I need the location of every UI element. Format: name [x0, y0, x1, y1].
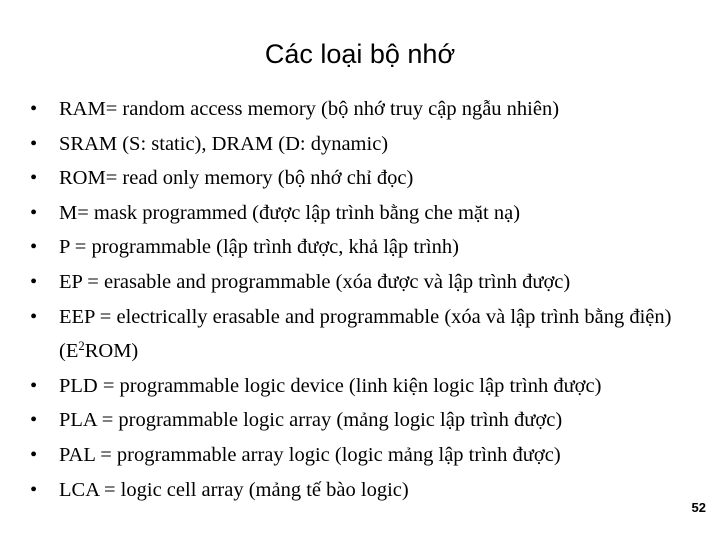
list-item: [30, 403, 710, 438]
list-item: [30, 265, 710, 300]
list-item: [30, 438, 710, 473]
list-item: [30, 369, 710, 404]
list-item: [30, 196, 710, 231]
bullet-icon: •: [30, 478, 38, 501]
list-item: [30, 92, 710, 127]
item-text: EP = erasable and programmable (xóa được và lập trình được): [59, 270, 571, 293]
page-number: 52: [691, 500, 706, 515]
item-text: P = programmable (lập trình được, khả lập trình): [59, 236, 459, 259]
item-text: PLA = programmable logic array (mảng logic lập trình được): [59, 409, 563, 432]
bullet-icon: •: [30, 167, 38, 190]
list-item: [30, 161, 710, 196]
bullet-icon: •: [30, 409, 38, 432]
item-text: [59, 306, 671, 363]
item-text-after: ROM): [84, 340, 139, 363]
item-text: RAM= random access memory (bộ nhớ truy cập ngẫu nhiên): [59, 98, 560, 120]
list-item: [30, 300, 710, 369]
bullet-icon: •: [30, 236, 38, 259]
list-item: [30, 127, 710, 162]
bullet-list: [30, 92, 710, 507]
item-text: M= mask programmed (được lập trình bằng che mặt nạ): [59, 201, 521, 224]
bullet-icon: •: [30, 132, 38, 155]
list-item: [30, 473, 710, 508]
item-text: LCA = logic cell array (mảng tế bào logic): [59, 478, 409, 501]
bullet-icon: •: [30, 201, 38, 224]
item-text: PAL = programmable array logic (logic mảng lập trình được): [59, 443, 561, 466]
list-item: [30, 230, 710, 265]
item-text-before: EEP = electrically erasable and programmable (xóa và lập trình bằng điện) (E: [59, 305, 672, 363]
item-text: ROM= read only memory (bộ nhớ chỉ đọc): [59, 167, 414, 190]
bullet-icon: •: [30, 374, 38, 397]
bullet-icon: •: [30, 305, 38, 328]
item-text: PLD = programmable logic device (linh kiện logic lập trình được): [59, 374, 602, 397]
item-text: SRAM (S: static), DRAM (D: dynamic): [59, 132, 389, 155]
bullet-icon: •: [30, 270, 38, 293]
slide-title: Các loại bộ nhớ: [264, 39, 456, 69]
item-superscript: 2: [78, 339, 85, 354]
bullet-icon: •: [30, 443, 38, 466]
bullet-icon: •: [30, 98, 38, 120]
